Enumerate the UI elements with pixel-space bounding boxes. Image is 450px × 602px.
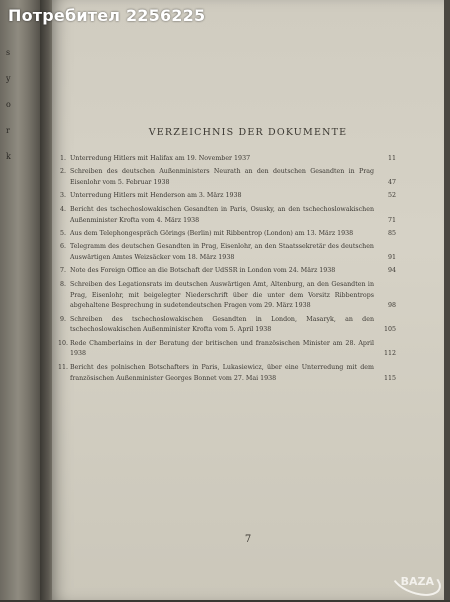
entry-number: 8. xyxy=(59,280,66,288)
bazar-logo xyxy=(394,564,446,598)
toc-entry xyxy=(58,242,396,263)
entry-text: Bericht des polnischen Botschafters in Paris, Lukasiewicz, über eine Unterredung mit dem französischen Außenminister Georges Bonnet vom 27. Mai 1938 xyxy=(70,363,374,382)
toc-entry xyxy=(58,154,396,165)
entry-text: Unterredung Hitlers mit Halifax am 19. November 1937 xyxy=(70,155,251,162)
entry-number: 2. xyxy=(59,168,66,176)
entry-number: 10. xyxy=(58,339,69,347)
entry-text: Note des Foreign Office an die Botschaft der UdSSR in London vom 24. März 1938 xyxy=(70,267,336,275)
toc-entry xyxy=(58,266,396,277)
left-page-mark: o xyxy=(6,100,11,109)
entry-text: Schreiben des deutschen Außenministers Neurath an den deutschen Gesandten in Prag Eisenlohr vom 5. Februar 1938 xyxy=(70,168,374,187)
entry-page: 47 xyxy=(387,179,396,187)
entry-number: 6. xyxy=(59,243,66,251)
entry-text: Unterredung Hitlers mit Henderson am 3. März 1938 xyxy=(70,192,242,200)
left-page-mark: r xyxy=(6,126,10,135)
entry-number: 7. xyxy=(59,267,66,275)
entry-text: Schreiben des Legationsrats im deutschen Auswärtigen Amt, Altenburg, an den Gesandten in Prag, Eisenlohr, mit beigelegter Niederschrift über die unter dem Vorsitz Ribbentrops abgehaltene Besprechung in sudetendeutschen Fragen vom 29. März 1938 xyxy=(70,280,374,310)
entry-page: 11 xyxy=(387,155,396,162)
entry-number: 5. xyxy=(59,229,66,237)
page-heading: VERZEICHNIS DER DOKUMENTE xyxy=(148,127,348,138)
entry-number: 1. xyxy=(59,155,66,162)
entry-text: Telegramm des deutschen Gesandten in Prag, Eisenlohr, an den Staatssekretär des deutschen Auswärtigen Amtes Weizsäcker vom 18. März 1938 xyxy=(70,243,374,262)
entry-number: 11. xyxy=(58,363,69,371)
right-edge xyxy=(444,0,450,600)
entry-number: 4. xyxy=(59,205,66,213)
entry-number: 3. xyxy=(59,192,66,200)
entry-number: 9. xyxy=(59,315,66,323)
toc-entry xyxy=(58,339,396,360)
left-page-mark: y xyxy=(6,74,11,83)
watermark-text: Потребител 2256225 xyxy=(8,6,206,25)
entry-page: 115 xyxy=(383,374,396,382)
logo-text: BAZA xyxy=(400,575,434,588)
entry-page: 85 xyxy=(387,229,396,237)
toc-entry xyxy=(58,280,396,312)
table-of-contents xyxy=(58,154,396,387)
entry-page: 52 xyxy=(387,192,396,200)
entry-text: Bericht des tschechoslowakischen Gesandten in Paris, Osusky, an den tschechoslowakischen Außenminister Krofta vom 4. März 1938 xyxy=(70,205,374,224)
toc-entry xyxy=(58,229,396,240)
left-page-mark: k xyxy=(6,152,11,161)
entry-page: 105 xyxy=(383,326,396,334)
entry-page: 98 xyxy=(387,302,396,310)
left-page-mark: s xyxy=(6,48,11,57)
page-number: 7 xyxy=(244,534,252,545)
entry-page: 94 xyxy=(387,267,396,275)
toc-entry xyxy=(58,315,396,336)
entry-page: 71 xyxy=(387,216,396,224)
toc-entry xyxy=(58,363,396,384)
toc-entry xyxy=(58,167,396,188)
entry-text: Schreiben des tschechoslowakischen Gesandten in London, Masaryk, an den tschechoslowakischen Außenminister Krofta vom 5. April 1938 xyxy=(70,315,374,334)
left-page xyxy=(0,0,40,600)
entry-page: 91 xyxy=(387,254,396,262)
toc-entry xyxy=(58,205,396,226)
left-page-marks xyxy=(6,40,26,170)
entry-page: 112 xyxy=(383,350,396,358)
entry-text: Aus dem Telephongespräch Görings (Berlin) mit Ribbentrop (London) am 13. März 1938 xyxy=(70,229,354,237)
entry-text: Rede Chamberlains in der Beratung der britischen und französischen Minister am 28. April 1938 xyxy=(70,339,374,358)
toc-entry xyxy=(58,191,396,202)
